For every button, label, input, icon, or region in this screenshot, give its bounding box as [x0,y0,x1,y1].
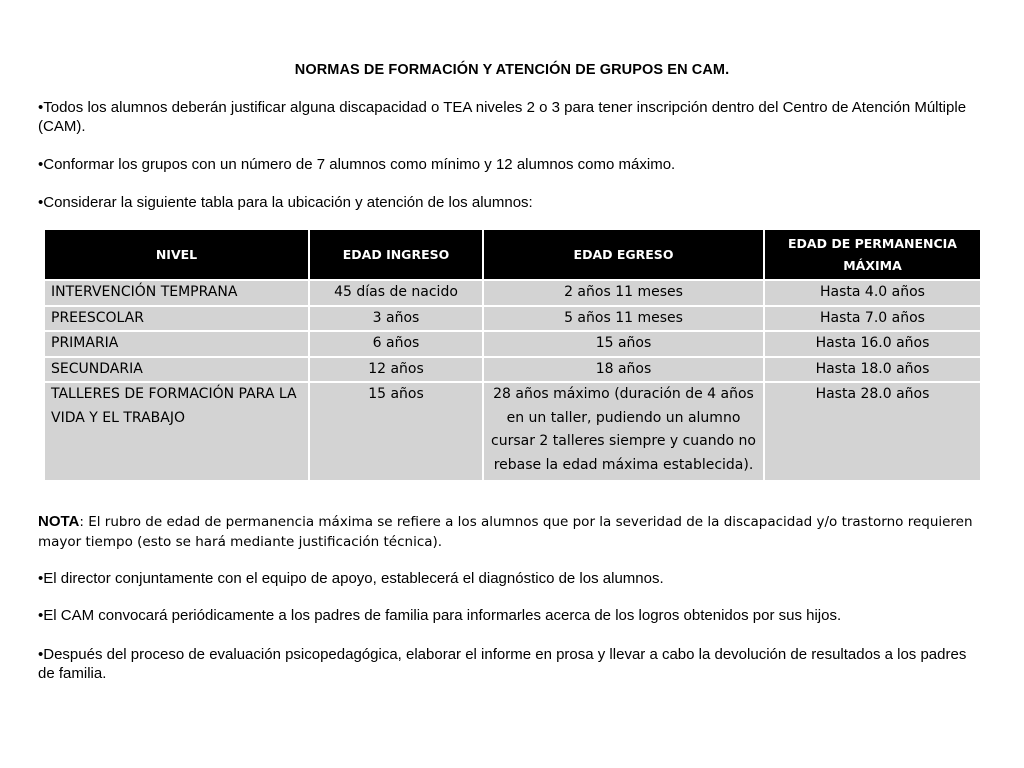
table-row [45,280,980,306]
cell-nivel: INTERVENCIÓN TEMPRANA [45,280,309,306]
nota-text: : El rubro de edad de permanencia máxima se refiere a los alumnos que por la severidad de la discapacidad y/o trastorno requieren mayor tiempo (esto se hará mediante justificación técnica). [38,514,973,550]
cell-nivel: PRIMARIA [45,331,309,357]
nota-label: NOTA [38,513,80,530]
table-row [45,331,980,357]
nota-paragraph [38,512,978,552]
cell-ingreso: 12 años [309,357,483,383]
bullet-tabla-intro: •Considerar la siguiente tabla para la ubicación y atención de los alumnos: [38,194,533,211]
cell-egreso: 18 años [483,357,764,383]
cell-nivel: PREESCOLAR [45,306,309,332]
bullet-devolucion: •Después del proceso de evaluación psicopedagógica, elaborar el informe en prosa y llevar a cabo la devolución de resultados a los padres de familia. [38,646,967,682]
bullet-diagnostico: •El director conjuntamente con el equipo de apoyo, establecerá el diagnóstico de los alumnos. [38,570,664,587]
header-permanencia-maxima: EDAD DE PERMANENCIA MÁXIMA [764,230,980,280]
cell-egreso: 2 años 11 meses [483,280,764,306]
cell-ingreso: 6 años [309,331,483,357]
cell-permanencia: Hasta 7.0 años [764,306,980,332]
document-title: NORMAS DE FORMACIÓN Y ATENCIÓN DE GRUPOS EN CAM. [294,62,730,78]
bullet-padres-logros: •El CAM convocará periódicamente a los padres de familia para informarles acerca de los logros obtenidos por sus hijos. [38,607,842,624]
cell-nivel: TALLERES DE FORMACIÓN PARA LA VIDA Y EL TRABAJO [45,382,309,480]
header-nivel: NIVEL [45,230,309,280]
cell-egreso: 5 años 11 meses [483,306,764,332]
cell-egreso: 15 años [483,331,764,357]
levels-table [45,230,980,480]
header-edad-ingreso: EDAD INGRESO [309,230,483,280]
cell-permanencia: Hasta 28.0 años [764,382,980,480]
cell-ingreso: 15 años [309,382,483,480]
bullet-inscripcion: •Todos los alumnos deberán justificar alguna discapacidad o TEA niveles 2 o 3 para tener inscripción dentro del Centro de Atención Múltiple (CAM). [38,99,967,135]
cell-ingreso: 3 años [309,306,483,332]
table-header-row [45,230,980,280]
cell-ingreso: 45 días de nacido [309,280,483,306]
cell-permanencia: Hasta 16.0 años [764,331,980,357]
header-edad-egreso: EDAD EGRESO [483,230,764,280]
table-row [45,357,980,383]
cell-permanencia: Hasta 18.0 años [764,357,980,383]
bullet-grupos: •Conformar los grupos con un número de 7 alumnos como mínimo y 12 alumnos como máximo. [38,156,676,173]
table-row [45,382,980,480]
cell-nivel: SECUNDARIA [45,357,309,383]
cell-egreso: 28 años máximo (duración de 4 años en un taller, pudiendo un alumno cursar 2 talleres siempre y cuando no rebase la edad máxima establecida). [483,382,764,480]
table-row [45,306,980,332]
cell-permanencia: Hasta 4.0 años [764,280,980,306]
